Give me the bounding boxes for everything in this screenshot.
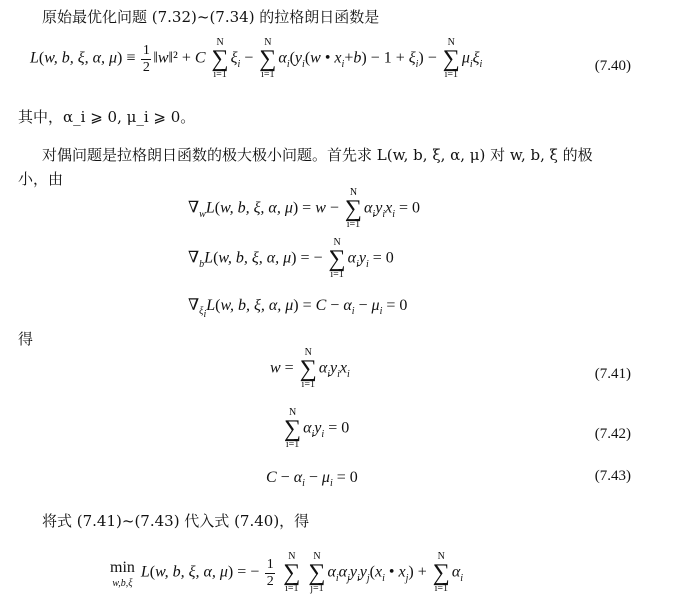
equation-number: (7.42) bbox=[594, 426, 631, 442]
equation-7-42: N ∑ i=1 $\alpha_iy_i = 0$ bbox=[284, 407, 350, 450]
substitution-text: 将式 (7.41)~(7.43) 代入式 (7.40)，得 bbox=[42, 512, 310, 530]
gradient-xi-equation: $\nabla_{\xi_i}L(w$, b, ξ, α, $\mu) = C - \alpha_i - \mu_i = 0$ bbox=[188, 297, 408, 321]
equation-number: (7.41) bbox=[594, 366, 631, 382]
dual-problem-text: 对偶问题是拉格朗日函数的极大极小问题。首先求 L(w, b, ξ, α, μ) 对 w, b, ξ 的极 bbox=[42, 146, 593, 164]
gradient-b-equation: $\nabla_bL(w$, b, ξ, α, μ) = − N ∑ i=1 $\alpha_iy_i = 0$ bbox=[188, 237, 394, 280]
result-text: 得 bbox=[18, 330, 34, 348]
constraint-text: 其中，α_i ⩾ 0, μ_i ⩾ 0。 bbox=[18, 108, 196, 126]
gradient-w-equation: $\nabla_wL(w$, b, ξ, α, μ) = w − N ∑ i=1 $\alpha_iy_ix_i = 0$ bbox=[188, 187, 421, 230]
dual-problem-text-cont: 小，由 bbox=[18, 170, 64, 188]
equation-7-43: $C - \alpha_i - \mu_i = 0$ bbox=[266, 469, 358, 490]
dual-objective-equation: min w,b,ξ L(w, b, ξ, α, μ) = − $\frac{1}{2}$ N ∑ i=1 N ∑ j=1 $\alpha_i\alpha_jy_iy_j(x_i$ • $x_j$) + N ∑ i=1 $\alpha_i$ bbox=[110, 551, 464, 594]
intro-text: 原始最优化问题 (7.32)~(7.34) 的拉格朗日函数是 bbox=[42, 8, 380, 26]
equation-number: (7.43) bbox=[594, 468, 631, 484]
equation-7-40: L(w, b, ξ, α, μ) ≡ $\frac{1}{2}$ ‖w‖² + C N ∑ i=1 $\xi_i$ − N ∑ i=1 $\alpha_i(y_i(w$ • $x_i+b) - 1 + \xi_i$) − N ∑ i=1 $\mu_i\xi_i$ bbox=[30, 37, 483, 80]
equation-7-41: w = N ∑ i=1 $\alpha_iy_ix_i$ bbox=[270, 347, 350, 390]
equation-number: (7.40) bbox=[594, 58, 631, 74]
